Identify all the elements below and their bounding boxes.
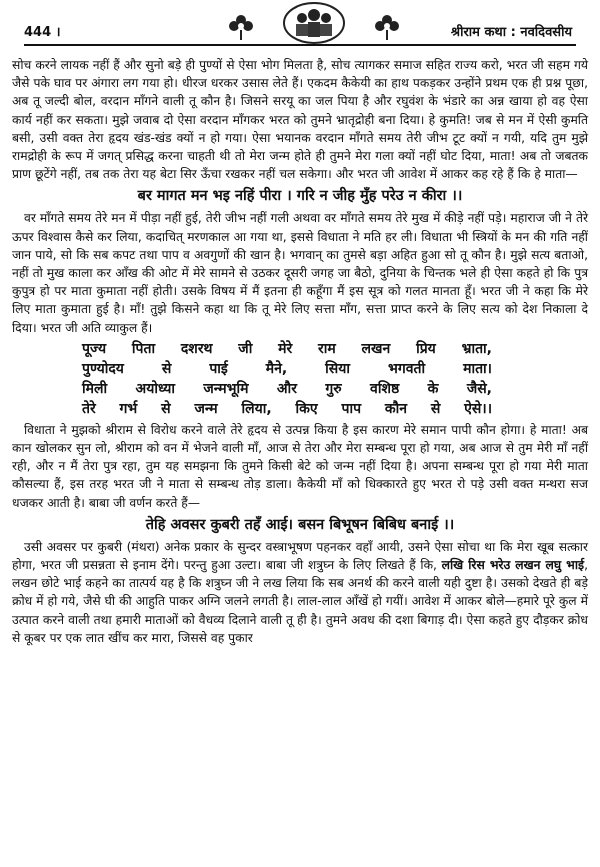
poem-line: मिली अयोध्या जन्मभूमि और गुरु वशिष्ठ के जैसे, xyxy=(82,380,492,397)
chaupai-verse: बर मागत मन भइ नहिं पीरा । गरि न जीह मुँह परेउ न कीरा ।। xyxy=(137,188,463,205)
page-header xyxy=(14,0,586,52)
paragraph-with-quote: उसी अवसर पर कुबरी (मंथरा) अनेक प्रकार के सुन्दर वस्त्राभूषण पहनकर वहाँ आयी, उसने ऐसा सोचा था कि मेरा खूब सत्कार होगा, भरत जी प्रसन्नता से इनाम देंगे। परन्तु हुआ उल्टा। बाबा जी शत्रुघ्न के लिए लिखते हैं कि, लखि रिस भरेउ लखन लघु भाई, लखन छोटे भाई कहने का तात्पर्य यह है कि शत्रुघ्न जी ने लख लिया कि सब अनर्थ की करने वाली यही दुष्टा है। उसको देखते ही बड़े क्रोध में हो गये, जैसे घी की आहुति पाकर अग्नि जलने लगती है। लाल-लाल आँखें हो गयीं। आवेश में आकर बोले—हमारे पूरे कुल में उत्पात करने वाली तथा हमारी माताओं को वैधव्य दिलाने वाली तू ही है। तुमने अवध की दशा बिगाड़ दी। ऐसा कहते हुए दौड़कर क्रोध से कूबर पर एक लात खींच कर मारा, जिससे वह पुकार xyxy=(12,539,588,645)
paragraph-text: उसी अवसर पर कुबरी (मंथरा) अनेक प्रकार के सुन्दर वस्त्राभूषण पहनकर वहाँ आयी, उसने ऐसा सोचा था कि मेरा खूब सत्कार होगा, भरत जी प्रसन्नता से इनाम देंगे। परन्तु हुआ उल्टा। बाबा जी शत्रुघ्न के लिए लिखते हैं कि, xyxy=(12,539,588,573)
ram-darbar-emblem-icon xyxy=(282,2,346,44)
poem-line: पुण्योदय से पाई मैने, सिया भगवती माता। xyxy=(82,360,492,377)
chaupai-verse: तेहि अवसर कुबरी तहँ आई। बसन बिभूषन बिबिध बनाई ।। xyxy=(145,516,455,533)
inline-verse-quote: लखि रिस भरेउ लखन लघु भाई xyxy=(441,558,585,573)
paragraph: विधाता ने मुझको श्रीराम से विरोध करने वाले तेरे हृदय से उत्पन्न किया है इस कारण मेरे समान पापी कौन होगा। हे माता! अब कान खोलकर सुन लो, श्रीराम को वन में भेजने वाली माँ, आज से तेरा और मेरा सम्बन्ध पूरा हो गया, अब आज से तुम मेरी माँ नहीं रही, और न मैं तेरा पुत्र रहा, तुम यह समझना कि तुमने किसी बेटे को जन्म नहीं दिया है। अपना सम्बन्ध पूरा हो गया मेरी माता कौसल्या हैं, इस तरह भरत जी ने माता से सम्बन्ध तोड़ डाला। कैकेयी माँ को धिक्कारते हुए भरत रो पड़े उसी वक्त मन्थरा सज धजकर आती है। बाबा जी वर्णन करते हैं— xyxy=(12,422,588,510)
paragraph: वर माँगते समय तेरे मन में पीड़ा नहीं हुई, तेरी जीभ नहीं गली अथवा वर माँगते समय तेरे मुख में कीड़े नहीं पड़े। महाराज जी ने तेरे ऊपर विश्वास कैसे कर लिया, कदाचित् मरणकाल आ गया था, इससे विधाता ने मति हर ली। विधाता भी स्त्रियों के मन की गति नहीं जान पाये, सो कि सब कपट तथा पाप व अवगुणों की खान है। भगवान् का तुमसे बड़ा अहित हुआ सो तू कौन है। मुझे सत्य बताओ, नहीं तो मुख काला कर आँख की ओट में मेरे सामने से उठकर दूसरी जगह जा बैठो, दुनिया के चिन्तक भले ही ऐसा कहते हो कि पुत्र कुपुत्र हो पर माता कुमाता नहीं होती। उसके विषय में मैं इतना ही कहूँगा मैं इस सूत्र को गलत मानता हूँ। भरत जी ने कहा कि मेरे लिए माता कुमाता हुई है। माँ! तुझे किसने कहा था कि तू मेरे लिए सत्ता माँग, सत्ता प्राप्त करने के लिए सत्य को देश निकाला दे दिया। भरत जी अति व्याकुल हैं। xyxy=(12,211,588,335)
poem-block xyxy=(82,339,492,419)
header-rule xyxy=(24,44,576,46)
poem-line: तेरे गर्भ से जन्म लिया, किए पाप कौन से ऐसे।। xyxy=(82,400,492,417)
flower-ornament-icon xyxy=(226,12,256,42)
poem-line: पूज्य पिता दशरथ जी मेरे राम लखन प्रिय भ्राता, xyxy=(82,340,492,357)
page-body xyxy=(12,56,588,647)
page-number: 444 । xyxy=(24,25,61,40)
paragraph-text: लखन छोटे भाई कहने का तात्पर्य यह है कि शत्रुघ्न जी ने लख लिया कि सब अनर्थ की करने वाली यही दुष्टा है। उसको देखते ही बड़े क्रोध में हो गये, जैसे घी की आहुति पाकर अग्नि जलने लगती है। लाल-लाल आँखें हो गयीं। आवेश में आकर बोले—हमारे पूरे कुल में उत्पात करने वाली तथा हमारी माताओं को वैधव्य दिलाने वाली तू ही है। तुमने अवध की दशा बिगाड़ दी। ऐसा कहते हुए दौड़कर क्रोध से कूबर पर एक लात खींच कर मारा, जिससे वह पुकार xyxy=(12,576,588,645)
paragraph: सोच करने लायक नहीं हैं और सुनो बड़े ही पुण्यों से ऐसा भोग मिलता है, सोच त्यागकर समाज सहित राज्य करो, भरत जी सहम गये जैसे पके घाव पर अंगारा लग गया हो। धीरज धरकर उसास लेते हैं। एकदम कैकेयी का हाथ पकड़कर उन्होंने प्रथम एक ही प्रश्न पूछा, अब तू जल्दी बोल, वरदान माँगने वाली तू कौन है। जिसने सरयू का जल पिया है और रघुवंश के भंडारे का अन्न खाया हो वह ऐसा कार्य नहीं कर सकता। मुझे जवाब दो ऐसा वरदान माँगकर भरत को तुमने भ्रातृद्रोही बना दिया। हे कुमति! जब से मन में ऐसी कुमति बसी, उसी वक्त तेरा हृदय खंड-खंड क्यों न हो गया। ऐसा भयानक वरदान माँगते समय तेरी जीभ टूट क्यों न गयी, यदि तुम मुझे रामद्रोही के रूप में जगत् प्रसिद्ध करना चाहती थी तो मेरा जन्म होते ही तुमने मेरा गला क्यों नहीं घोट दिया, माता! अब तो जबतक प्राण छूटेंगे नहीं, तब तक तेरा यह बेटा सिर ऊँचा रखकर नहीं चल सकेगा। और भरत जी आवेश में आकर कह रहे हैं कि हे माता— xyxy=(12,58,588,182)
flower-ornament-icon xyxy=(372,12,402,42)
running-title: श्रीराम कथा : नवदिवसीय xyxy=(450,25,572,40)
